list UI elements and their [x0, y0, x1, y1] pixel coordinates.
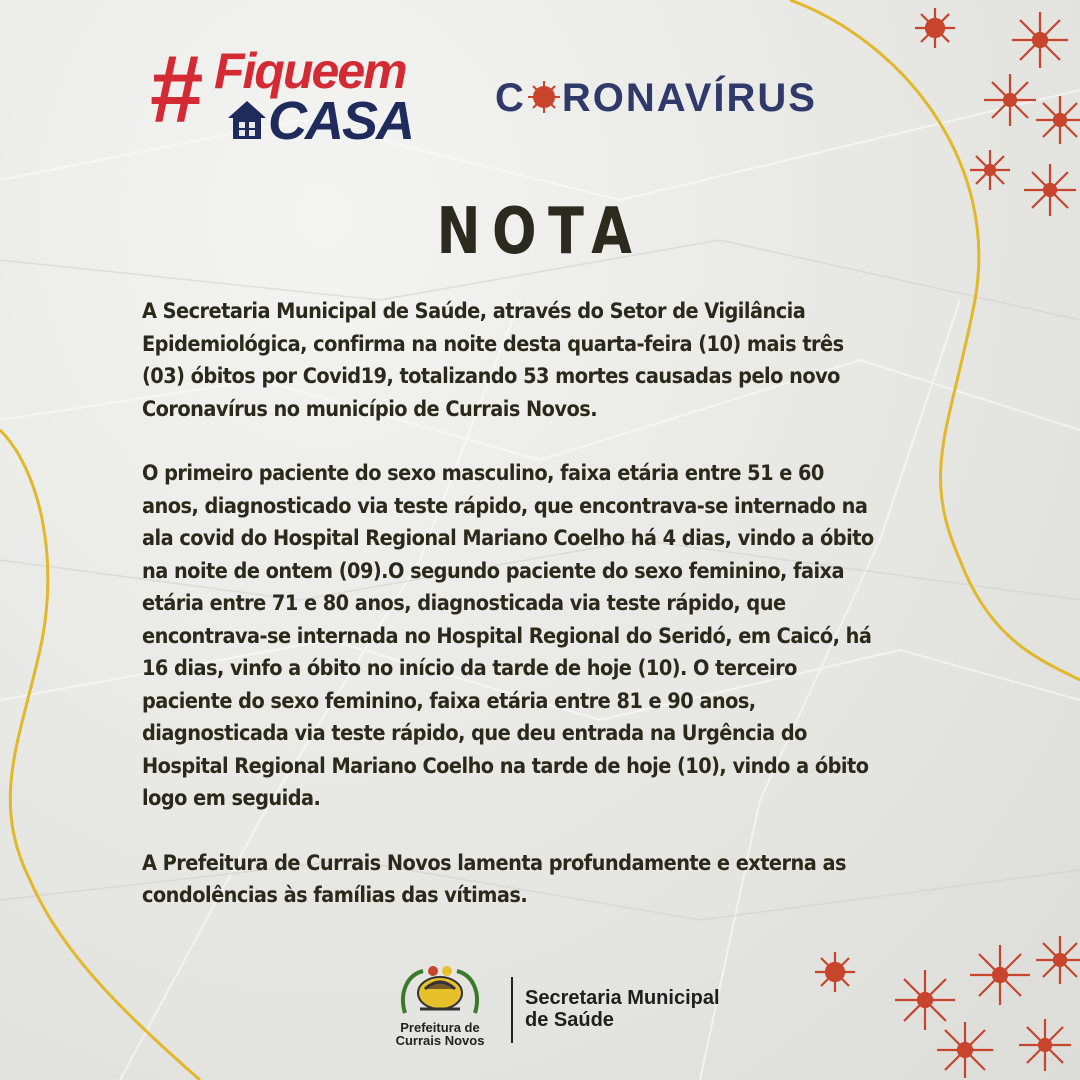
prefeitura-line-2: Currais Novos — [395, 1033, 485, 1048]
coronavirus-logo — [495, 78, 817, 118]
corona-prefix: C — [495, 76, 526, 120]
prefeitura-name — [384, 1021, 496, 1047]
page-title: NOTA — [436, 195, 644, 269]
note-body — [142, 296, 880, 945]
virus-icon — [526, 79, 562, 115]
secretaria-name — [525, 987, 720, 1031]
municipal-crest-icon — [395, 963, 485, 1019]
footer-divider — [511, 977, 513, 1043]
campaign-hash: # — [150, 36, 204, 143]
virus-cluster-top-right — [915, 8, 1080, 216]
footer — [0, 955, 1080, 1055]
paragraph-intro: A Secretaria Municipal de Saúde, através do Setor de Vigilância Epidemiológica, confirma na noite desta quarta-feira (10) mais três (03) óbitos por Covid19, totalizando 53 mortes causadas pelo novo Coronavírus no município de Currais Novos. — [142, 299, 844, 422]
house-icon — [226, 98, 268, 142]
prefeitura-line-1: Prefeitura de — [400, 1020, 480, 1035]
corona-suffix: RONAVÍRUS — [561, 76, 817, 120]
paragraph-condolences: A Prefeitura de Currais Novos lamenta profundamente e externa as condolências às famílias das vítimas. — [142, 850, 846, 908]
secretaria-line-2: de Saúde — [525, 1009, 614, 1031]
campaign-line-2: CASA — [268, 91, 414, 151]
fique-em-casa-logo — [150, 36, 480, 151]
header-logos — [150, 36, 850, 151]
campaign-line-1: Fiqueem — [214, 43, 406, 99]
secretaria-line-1: Secretaria Municipal — [525, 987, 720, 1009]
paragraph-details: O primeiro paciente do sexo masculino, faixa etária entre 51 e 60 anos, diagnosticado via teste rápido, que encontrava-se internado na ala covid do Hospital Regional Mariano Coelho há 4 dias, vindo a óbito na noite de ontem (09).O segundo paciente do sexo feminino, faixa etária entre 71 e 80 anos, diagnosticada via teste rápido, que encontrava-se internada no Hospital Regional do Seridó, em Caicó, há 16 dias, vinfo a óbito no início da tarde de hoje (10). O terceiro paciente do sexo feminino, faixa etária entre 81 e 90 anos, diagnosticada via teste rápido, que deu entrada na Urgência do Hospital Regional Mariano Coelho na tarde de hoje (10), vindo a óbito logo em seguida. — [142, 461, 874, 811]
